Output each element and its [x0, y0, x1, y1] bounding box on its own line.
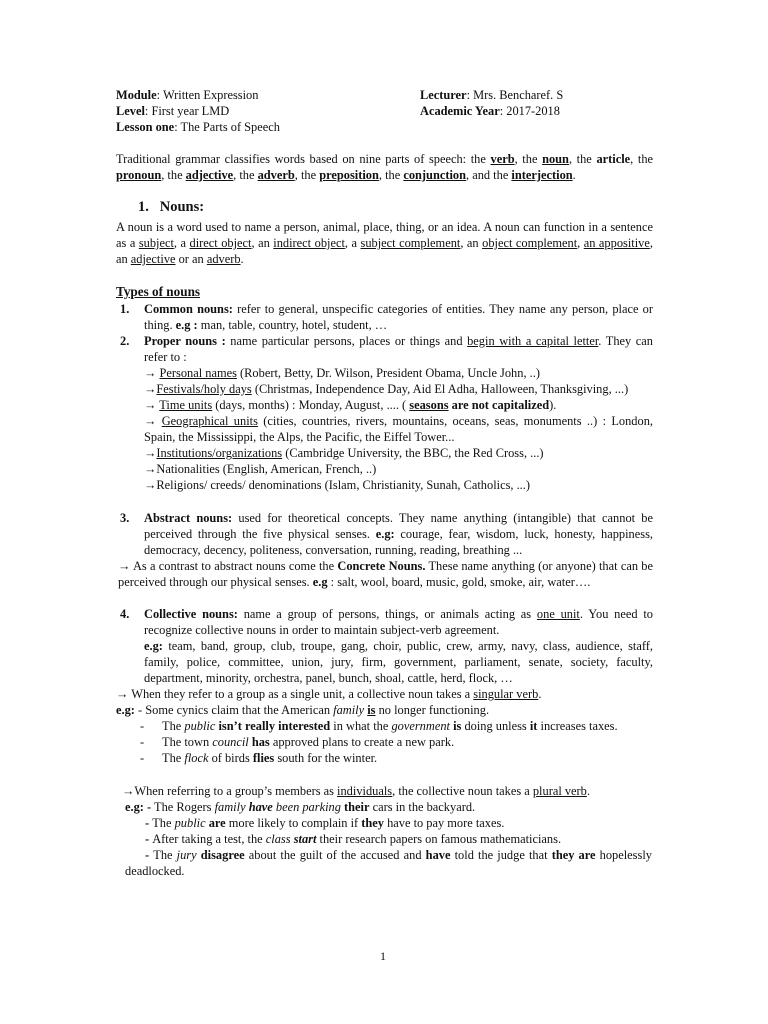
term-direct-object: direct object — [189, 236, 252, 250]
collective-nouns-text: . You need to recognize collective nouns in order to maintain subject-verb agreement. — [144, 607, 653, 637]
example-text: approved plans to create a new park. — [269, 735, 455, 749]
module-value: : Written Expression — [156, 88, 259, 102]
example-italic: family — [333, 703, 365, 717]
lesson-line — [116, 119, 280, 135]
abstract-nouns-label: Abstract nouns: — [144, 511, 233, 525]
arrow-icon: → — [144, 382, 157, 396]
term-article: article — [596, 152, 631, 166]
intro-sep: , the — [233, 168, 258, 182]
types-heading: Types of nouns — [116, 284, 201, 299]
arrow-icon: → — [144, 398, 160, 412]
item-number: 3. — [120, 511, 130, 525]
level-line — [116, 103, 229, 119]
level-value: : First year LMD — [144, 104, 230, 118]
year-value: : 2017-2018 — [499, 104, 560, 118]
item-number: 1. — [120, 302, 130, 316]
year-label: Academic Year — [420, 104, 500, 118]
level-label: Level — [116, 104, 145, 118]
year-line — [420, 103, 560, 119]
example-text: told the judge that — [450, 848, 552, 862]
sep: , an — [116, 236, 653, 266]
example-italic: family — [214, 800, 246, 814]
example-verb: their — [344, 800, 370, 814]
example-verb: has — [251, 735, 270, 749]
plural-verb-term: plural verb — [532, 784, 587, 798]
example-verb: start — [293, 832, 317, 846]
proper-item-text: Religions/ creeds/ denominations (Islam, Christianity, Sunah, Catholics, ...) — [156, 478, 531, 492]
example-italic: been parking — [272, 800, 341, 814]
example-text: - Some cynics claim that the American — [134, 703, 334, 717]
singular-verb-note — [116, 686, 541, 702]
proper-item-label: Time units — [159, 398, 213, 412]
sep: , an — [251, 236, 274, 250]
proper-item-geographical — [144, 413, 653, 445]
section-heading-nouns — [138, 199, 204, 215]
plural-example-4 — [125, 847, 652, 879]
intro-sep: , the — [161, 168, 186, 182]
example-verb: they — [361, 816, 384, 830]
intro-text: Traditional grammar classifies words based on nine parts of speech: the — [116, 152, 491, 166]
eg-label: e.g: - — [125, 800, 152, 814]
concrete-text: These name anything (or anyone) that can be perceived through our physical senses. — [118, 559, 653, 589]
proper-nouns-label: Proper nouns : — [144, 334, 226, 348]
sep: , — [577, 236, 584, 250]
plural-example-2 — [145, 815, 504, 831]
plural-text: , the collective noun takes a — [392, 784, 533, 798]
arrow-icon: → — [144, 414, 162, 428]
abstract-nouns-examples: courage, fear, wisdom, luck, honesty, happiness, democracy, decency, politeness, conversation, running, reading, breathing ... — [144, 527, 653, 557]
example-verb: disagree — [200, 848, 245, 862]
example-text: After taking a test, the — [152, 832, 266, 846]
singular-text: → When they refer to a group as a single unit, a collective noun takes a — [116, 687, 474, 701]
proper-item-nationalities — [144, 461, 376, 477]
example-italic: public — [184, 719, 216, 733]
dash-bullet: - — [140, 751, 145, 765]
example-verb: have — [248, 800, 273, 814]
example-text: their research papers on famous mathematicians. — [316, 832, 562, 846]
singular-end: . — [538, 687, 542, 701]
example-text: hopelessly deadlocked. — [125, 848, 652, 878]
example-text: The — [162, 719, 185, 733]
term-verb: verb — [490, 152, 515, 166]
common-nouns-examples: man, table, country, hotel, student, … — [197, 318, 388, 332]
lesson-value: : The Parts of Speech — [174, 120, 280, 134]
intro-sep: , the — [630, 152, 654, 166]
example-text: about the guilt of the accused and — [244, 848, 426, 862]
example-verb: have — [425, 848, 451, 862]
plural-verb-note — [122, 783, 590, 799]
term-noun: noun — [542, 152, 569, 166]
example-text: The — [152, 816, 175, 830]
eg-label: e.g — [312, 575, 328, 589]
proper-item-text: (Christmas, Independence Day, Aid El Adha, Halloween, Thanksgiving, ...) — [251, 382, 629, 396]
example-verb: are — [208, 816, 226, 830]
intro-sep: , and the — [466, 168, 512, 182]
dash-bullet: - — [140, 719, 145, 733]
example-italic: government — [391, 719, 450, 733]
singular-example-1 — [116, 702, 489, 718]
section-number: 1. — [138, 199, 149, 215]
example-verb: is — [367, 703, 376, 717]
proper-item-religions — [144, 477, 530, 493]
proper-nouns-text: . They can refer to : — [144, 334, 653, 364]
collective-examples-text: team, band, group, club, troupe, gang, choir, public, crew, army, navy, class, audience, staff, family, police, committee, union, jury, firm, government, parliament, senate, society, faculty, department, minority, orchestra, panel, bunch, shoal, cattle, herd, flock, … — [144, 639, 653, 685]
singular-verb-term: singular verb — [473, 687, 539, 701]
abstract-nouns-text: used for theoretical concepts. They name anything (intangible) that cannot be perceived through the five physical senses. — [144, 511, 654, 541]
concrete-nouns-term: Concrete Nouns. — [337, 559, 426, 573]
singular-example-4 — [140, 750, 378, 766]
arrow-icon: → — [144, 366, 160, 380]
list-item-proper-nouns — [120, 333, 653, 365]
capital-letter-note: begin with a capital letter — [467, 334, 599, 348]
singular-example-2 — [140, 718, 618, 734]
example-text: doing unless — [461, 719, 530, 733]
lecturer-value: : Mrs. Bencharef. S — [466, 88, 564, 102]
term-subject: subject — [138, 236, 174, 250]
example-text: The — [162, 751, 185, 765]
arrow-icon: → — [144, 446, 157, 460]
proper-item-text: (Robert, Betty, Dr. Wilson, President Obama, Uncle John, ..) — [236, 366, 540, 380]
proper-item-label: Festivals/holy days — [156, 382, 252, 396]
term-indirect-object: indirect object — [273, 236, 345, 250]
example-text: in what the — [330, 719, 392, 733]
term-pronoun: pronoun — [116, 168, 162, 182]
collective-examples — [144, 638, 653, 686]
example-verb: is — [453, 719, 462, 733]
proper-item-label: Geographical units — [161, 414, 258, 428]
item-number: 2. — [120, 334, 130, 348]
proper-item-institutions — [144, 445, 544, 461]
intro-sep: , the — [294, 168, 320, 182]
proper-item-time-units — [144, 397, 556, 413]
seasons-end: ). — [549, 398, 557, 412]
example-text: increases taxes. — [537, 719, 618, 733]
term-adverb-fn: adverb — [206, 252, 241, 266]
proper-item-label: Institutions/organizations — [156, 446, 283, 460]
common-nouns-text: refer to general, unspecific categories of entities. They name any person, place or thing. — [144, 302, 654, 332]
example-text: more likely to complain if — [225, 816, 362, 830]
example-verb: flies — [252, 751, 275, 765]
intro-sep: , the — [378, 168, 404, 182]
term-adjective: adjective — [185, 168, 234, 182]
example-italic: council — [212, 735, 249, 749]
example-italic: jury — [176, 848, 197, 862]
dash-bullet: - — [145, 848, 154, 862]
concrete-text: → As a contrast to abstract nouns come the — [118, 559, 338, 573]
example-text: of birds — [208, 751, 253, 765]
proper-item-text: (cities, countries, rivers, mountains, oceans, seas, monuments ..) : London, Spain, the Mississippi, the Alps, the Pacific, the Eiffel Tower... — [144, 414, 653, 444]
example-text: The town — [162, 735, 213, 749]
intro-sep: , the — [568, 152, 597, 166]
list-item-collective-nouns — [120, 606, 653, 638]
lesson-label: Lesson one — [116, 120, 175, 134]
arrow-icon: → — [144, 478, 157, 492]
example-text: have to pay more taxes. — [383, 816, 505, 830]
proper-item-text: (days, months) : Monday, August, .... ( — [212, 398, 410, 412]
term-conjunction: conjunction — [403, 168, 466, 182]
example-italic: flock — [184, 751, 209, 765]
example-verb: isn’t really interested — [218, 719, 331, 733]
intro-sep: , the — [514, 152, 543, 166]
section-title: Nouns: — [159, 199, 205, 215]
example-text: no longer functioning. — [375, 703, 490, 717]
plural-example-1 — [125, 799, 475, 815]
example-italic: class — [265, 832, 291, 846]
list-item-common-nouns — [120, 301, 654, 333]
lecturer-label: Lecturer — [420, 88, 467, 102]
sep: , a — [344, 236, 361, 250]
module-line — [116, 87, 258, 103]
common-nouns-label: Common nouns: — [144, 302, 233, 316]
proper-item-text: Nationalities (English, American, French, ..) — [156, 462, 377, 476]
intro-paragraph — [116, 151, 653, 183]
page-number: 1 — [380, 949, 386, 963]
nouns-definition — [116, 219, 653, 267]
eg-label: e.g: — [375, 527, 395, 541]
concrete-nouns-note — [118, 558, 653, 590]
dash-bullet: - — [145, 816, 153, 830]
term-adjective-fn: adjective — [130, 252, 176, 266]
term-preposition: preposition — [319, 168, 379, 182]
nouns-text: A noun is a word used to name a person, animal, place, thing, or an idea. A noun can function in a sentence as a — [116, 220, 653, 250]
seasons-note: are not capitalized — [448, 398, 550, 412]
plural-text: →When referring to a group’s members as — [122, 784, 338, 798]
one-unit-term: one unit — [536, 607, 580, 621]
dash-bullet: - — [140, 735, 145, 749]
collective-nouns-text: name a group of persons, things, or animals acting as — [237, 607, 537, 621]
individuals-term: individuals — [337, 784, 393, 798]
plural-example-3 — [145, 831, 561, 847]
arrow-icon: → — [144, 462, 157, 476]
proper-item-festivals — [144, 381, 628, 397]
proper-nouns-text: name particular persons, places or things and — [225, 334, 468, 348]
term-adverb: adverb — [257, 168, 295, 182]
lecturer-line — [420, 87, 563, 103]
singular-example-3 — [140, 734, 455, 750]
concrete-nouns-examples: : salt, wool, board, music, gold, smoke, air, water…. — [327, 575, 591, 589]
term-object-complement: object complement — [482, 236, 578, 250]
seasons-term: seasons — [409, 398, 449, 412]
sep: or an — [175, 252, 207, 266]
example-verb: they are — [551, 848, 596, 862]
proper-item-personal — [144, 365, 540, 381]
eg-label: e.g : — [175, 318, 198, 332]
term-appositive: an appositive — [583, 236, 650, 250]
proper-item-label: Personal names — [159, 366, 237, 380]
term-interjection: interjection — [511, 168, 573, 182]
sep: . — [240, 252, 244, 266]
proper-item-text: (Cambridge University, the BBC, the Red Cross, ...) — [282, 446, 544, 460]
plural-end: . — [586, 784, 590, 798]
collective-nouns-label: Collective nouns: — [144, 607, 238, 621]
term-subject-complement: subject complement — [360, 236, 461, 250]
intro-sep: . — [572, 168, 576, 182]
example-verb: it — [529, 719, 538, 733]
example-text: The Rogers — [151, 800, 215, 814]
eg-label: e.g: — [144, 639, 163, 653]
example-text: The — [153, 848, 177, 862]
dash-bullet: - — [145, 832, 153, 846]
example-italic: public — [174, 816, 206, 830]
item-number: 4. — [120, 607, 130, 621]
example-text: cars in the backyard. — [369, 800, 476, 814]
example-text: south for the winter. — [274, 751, 378, 765]
sep: , an — [460, 236, 483, 250]
list-item-abstract-nouns — [120, 510, 654, 558]
sep: , a — [173, 236, 190, 250]
module-label: Module — [116, 88, 157, 102]
eg-label: e.g: — [116, 703, 135, 717]
